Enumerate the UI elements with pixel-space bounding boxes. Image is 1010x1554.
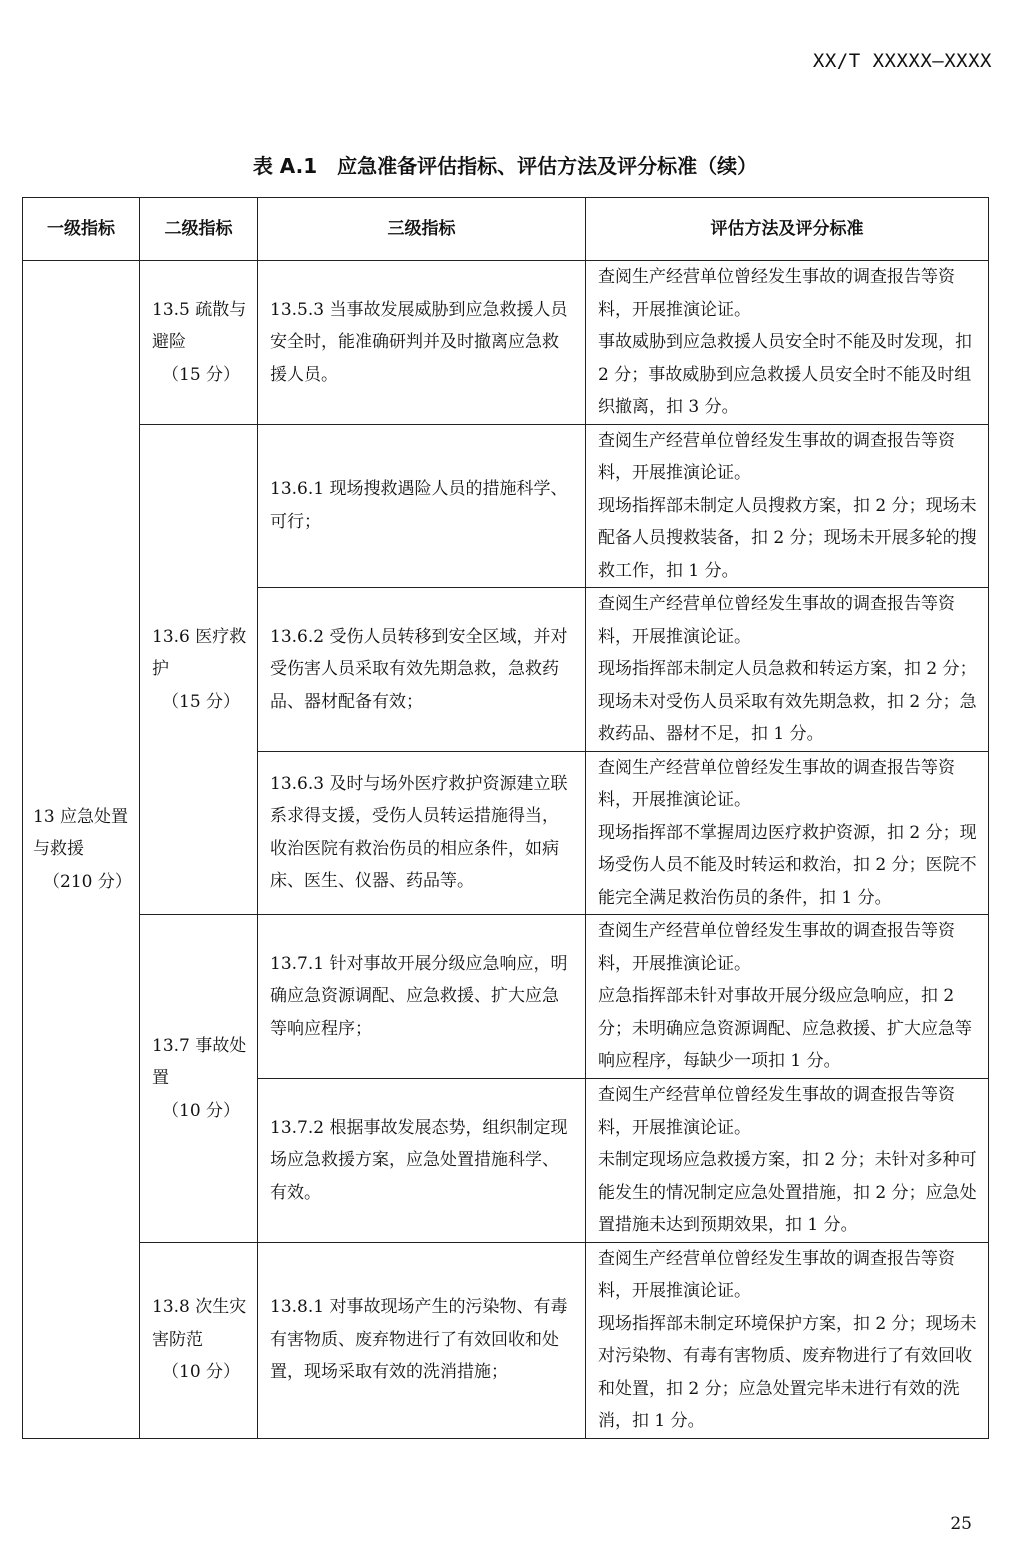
standard-code: XX/T XXXXX—XXXX xyxy=(812,50,992,72)
method-cell xyxy=(586,1242,989,1438)
level3-indicator-cell: 13.6.1 现场搜救遇险人员的措施科学、可行； xyxy=(258,424,586,588)
method-text: 查阅生产经营单位曾经发生事故的调查报告等资料，开展推演论证。 xyxy=(598,921,955,974)
level3-indicator-cell: 13.5.3 当事故发展威胁到应急救援人员安全时，能准确研判并及时撤离应急救援人员。 xyxy=(258,261,586,425)
criteria-text: 现场指挥部未制定环境保护方案，扣 2 分；现场未对污染物、有毒有害物质、废弃物进行了有效回收和处置，扣 2 分；应急处置完毕未进行有效的洗消，扣 1 分。 xyxy=(598,1313,977,1431)
level1-score: （210 分） xyxy=(43,871,132,892)
method-text: 查阅生产经营单位曾经发生事故的调查报告等资料，开展推演论证。 xyxy=(598,1248,955,1301)
criteria-text: 事故威胁到应急救援人员安全时不能及时发现，扣 2 分；事故威胁到应急救援人员安全时不能及时组织撤离，扣 3 分。 xyxy=(598,332,972,417)
table-row xyxy=(23,424,989,588)
level3-indicator-cell: 13.7.1 针对事故开展分级应急响应，明确应急资源调配、应急救援、扩大应急等响应程序； xyxy=(258,915,586,1079)
page-number: 25 xyxy=(950,1514,972,1534)
method-text: 查阅生产经营单位曾经发生事故的调查报告等资料，开展推演论证。 xyxy=(598,267,955,320)
level2-score: （10 分） xyxy=(162,1362,241,1383)
method-text: 查阅生产经营单位曾经发生事故的调查报告等资料，开展推演论证。 xyxy=(598,594,955,647)
level2-indicator-cell xyxy=(140,1242,258,1438)
table-row xyxy=(23,261,989,425)
level3-indicator-cell: 13.6.2 受伤人员转移到安全区域，并对受伤害人员采取有效先期急救，急救药品、器材配备有效； xyxy=(258,588,586,752)
level2-score: （10 分） xyxy=(162,1100,241,1121)
column-header-level2: 二级指标 xyxy=(140,198,258,261)
criteria-text: 应急指挥部未针对事故开展分级应急响应，扣 2 分；未明确应急资源调配、应急救援、扩大应急等响应程序，每缺少一项扣 1 分。 xyxy=(598,986,972,1072)
level2-name: 13.5 疏散与避险 xyxy=(152,299,247,352)
level3-indicator-cell: 13.6.3 及时与场外医疗救护资源建立联系求得支援，受伤人员转运措施得当，收治医院有救治伤员的相应条件，如病床、医生、仪器、药品等。 xyxy=(258,751,586,915)
method-cell xyxy=(586,424,989,588)
level2-name: 13.8 次生灾害防范 xyxy=(152,1297,247,1350)
method-cell xyxy=(586,751,989,915)
evaluation-table xyxy=(22,197,989,1439)
method-cell xyxy=(586,1079,989,1243)
method-text: 查阅生产经营单位曾经发生事故的调查报告等资料，开展推演论证。 xyxy=(598,430,955,483)
column-header-method: 评估方法及评分标准 xyxy=(586,198,989,261)
column-header-level1: 一级指标 xyxy=(23,198,140,261)
table-row xyxy=(23,1242,989,1438)
level2-indicator-cell xyxy=(140,424,258,915)
level2-name: 13.7 事故处置 xyxy=(152,1035,247,1088)
method-cell xyxy=(586,588,989,752)
criteria-text: 现场指挥部未制定人员搜救方案，扣 2 分；现场未配备人员搜救装备，扣 2 分；现场未开展多轮的搜救工作，扣 1 分。 xyxy=(598,495,977,581)
level2-score: （15 分） xyxy=(162,364,241,385)
level1-name: 13 应急处置与救援 xyxy=(33,806,129,859)
criteria-text: 未制定现场应急救援方案，扣 2 分；未针对多种可能发生的情况制定应急处置措施，扣 2 分；应急处置措施未达到预期效果，扣 1 分。 xyxy=(598,1150,977,1235)
method-text: 查阅生产经营单位曾经发生事故的调查报告等资料，开展推演论证。 xyxy=(598,1085,955,1138)
method-cell xyxy=(586,261,989,425)
table-title: 表 A.1 应急准备评估指标、评估方法及评分标准（续） xyxy=(252,154,758,178)
criteria-text: 现场指挥部未制定人员急救和转运方案，扣 2 分；现场未对受伤人员采取有效先期急救，扣 2 分；急救药品、器材不足，扣 1 分。 xyxy=(598,659,977,744)
table-row xyxy=(23,915,989,1079)
level1-indicator-cell xyxy=(23,261,140,1439)
column-header-level3: 三级指标 xyxy=(258,198,586,261)
method-text: 查阅生产经营单位曾经发生事故的调查报告等资料，开展推演论证。 xyxy=(598,757,955,810)
level2-score: （15 分） xyxy=(162,691,241,712)
level2-indicator-cell xyxy=(140,915,258,1243)
method-cell xyxy=(586,915,989,1079)
level3-indicator-cell: 13.8.1 对事故现场产生的污染物、有毒有害物质、废弃物进行了有效回收和处置，现场采取有效的洗消措施； xyxy=(258,1242,586,1438)
level2-name: 13.6 医疗救护 xyxy=(152,626,247,679)
header-row xyxy=(23,198,989,261)
level2-indicator-cell xyxy=(140,261,258,425)
criteria-text: 现场指挥部不掌握周边医疗救护资源，扣 2 分；现场受伤人员不能及时转运和救治，扣 2 分；医院不能完全满足救治伤员的条件，扣 1 分。 xyxy=(598,822,977,908)
level3-indicator-cell: 13.7.2 根据事故发展态势，组织制定现场应急救援方案，应急处置措施科学、有效。 xyxy=(258,1079,586,1243)
